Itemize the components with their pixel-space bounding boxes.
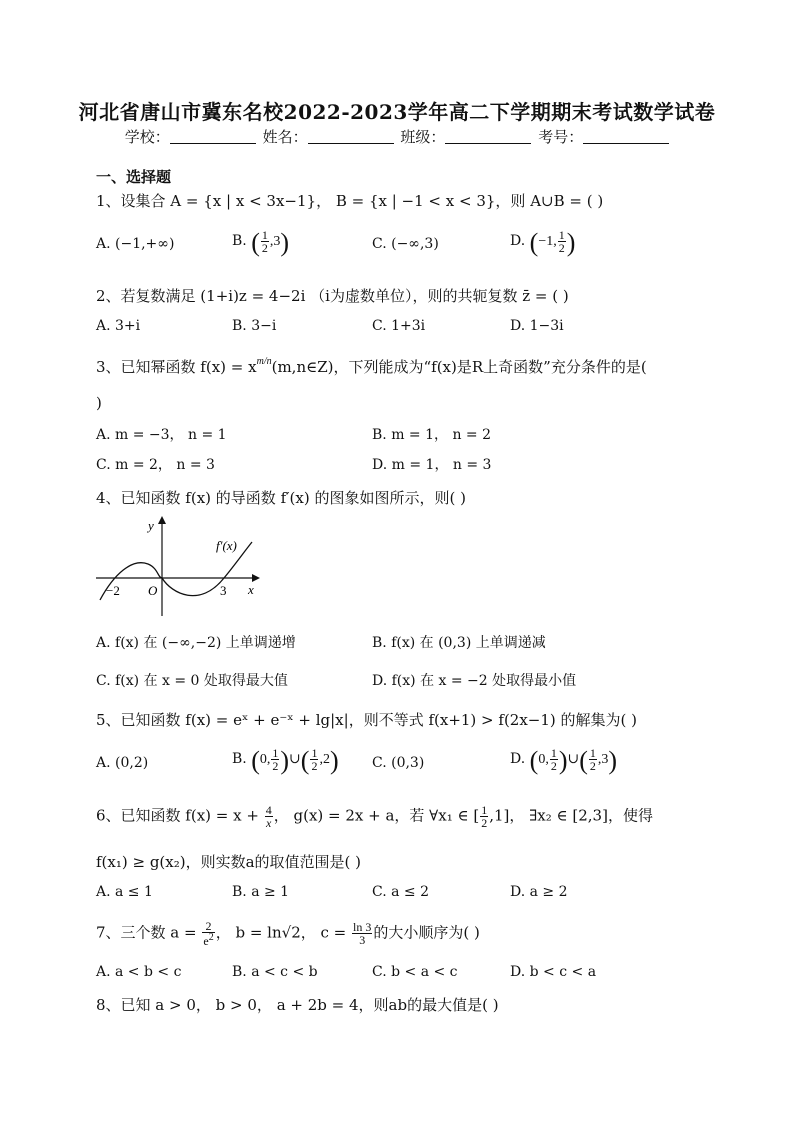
q2-option-a[interactable]: A. 3+i: [96, 318, 141, 334]
section-heading: 一、选择题: [96, 168, 172, 186]
question-3-stem: 3、已知幂函数 $f(x) = x^{m/n}(m,n\in Z)$，下列能成为“f(x)是R上奇函数”充分条件的是(: [96, 356, 647, 376]
exam-title: 河北省唐山市冀东名校2022-2023学年高二下学期期末考试数学试卷: [78, 100, 716, 124]
q6-option-a[interactable]: A. a ≤ 1: [96, 884, 153, 900]
q4-option-b[interactable]: B. f(x) 在 (0,3) 上单调递减: [372, 635, 546, 651]
y-label: y: [148, 518, 154, 533]
q7-stem-mid: ， b = ln√2， c =: [215, 923, 347, 942]
school-blank[interactable]: [170, 129, 256, 144]
question-2-stem: 2、若复数满足 (1+i)z = 4−2i （i为虚数单位），则的共轭复数 z̄ = ( ): [96, 287, 569, 305]
number-label: 考号：: [538, 128, 584, 146]
question-4-stem: 4、已知函数 f(x) 的导函数 f′(x) 的图象如图所示，则( ): [96, 489, 466, 507]
q4-option-d[interactable]: D. f(x) 在 x = −2 处取得最小值: [372, 673, 577, 689]
q2-option-b[interactable]: B. 3−i: [232, 318, 277, 334]
school-label: 学校：: [124, 128, 170, 146]
q5-option-d-label: D.: [510, 751, 526, 767]
q6-stem-post: ,1]， ∃x₂ ∈ [2,3]，使得: [489, 806, 653, 825]
question-1-stem: 1、设集合 A = {x | x < 3x−1}， B = {x | −1 < x < 3}，则 A∪B = ( ): [96, 192, 604, 210]
q4-option-c[interactable]: C. f(x) 在 x = 0 处取得最大值: [96, 673, 288, 689]
q6-option-d[interactable]: D. a ≥ 2: [510, 884, 568, 900]
name-label: 姓名：: [262, 128, 308, 146]
tick-3: 3: [220, 583, 227, 598]
q7-stem-post: 的大小顺序为( ): [373, 923, 480, 942]
q7-option-d[interactable]: D. b < c < a: [510, 964, 597, 980]
q5-option-d[interactable]: D. (0, $\frac{1}{2}$ )∪( $\frac{1}{2}$ ,3): [510, 745, 618, 775]
question-6-stem-2: f(x₁) ≥ g(x₂)，则实数a的取值范围是( ): [96, 853, 362, 871]
q5-option-a[interactable]: A. (0,2): [96, 755, 149, 771]
question-5-stem: 5、已知函数 f(x) = eˣ + e⁻ˣ + lg|x|，则不等式 f(x+1) > f(2x−1) 的解集为( ): [96, 711, 638, 729]
q2-option-c[interactable]: C. 1+3i: [372, 318, 426, 334]
question-3-stem-cont: ): [96, 394, 102, 412]
q1-option-c[interactable]: C. (−∞,3): [372, 236, 439, 252]
q1-option-b-label: B.: [232, 233, 247, 249]
q1-option-d[interactable]: D. (−1, $\frac{1}{2}$ ): [510, 227, 576, 257]
q7-stem-pre: 7、三个数 a =: [96, 923, 197, 942]
x-axis-arrow: [252, 574, 260, 582]
tick-neg2: −2: [106, 583, 120, 598]
q3-option-a[interactable]: A. m = −3， n = 1: [96, 427, 227, 443]
q6-option-c[interactable]: C. a ≤ 2: [372, 884, 429, 900]
name-blank[interactable]: [308, 129, 394, 144]
q1-option-d-label: D.: [510, 233, 526, 249]
q5-option-b[interactable]: B. (0, $\frac{1}{2}$ )∪( $\frac{1}{2}$ ,2): [232, 745, 339, 775]
q3-stem-pre: 3、已知幂函数 f(x) = x: [96, 358, 257, 376]
q2-option-d[interactable]: D. 1−3i: [510, 318, 564, 334]
q5-option-c[interactable]: C. (0,3): [372, 755, 425, 771]
q3-option-d[interactable]: D. m = 1， n = 3: [372, 457, 492, 473]
number-blank[interactable]: [583, 129, 669, 144]
q3-option-b[interactable]: B. m = 1， n = 2: [372, 427, 492, 443]
x-label: x: [248, 582, 254, 597]
q5-option-b-label: B.: [232, 751, 247, 767]
y-axis-arrow: [158, 516, 166, 524]
question-7-stem: 7、三个数 a = $\frac{2}{e^2}$ ， b = ln√2， c = $\frac{\ln 3}{3}$ 的大小顺序为( ): [96, 919, 480, 948]
origin-label: O: [148, 583, 158, 598]
q6-stem-mid: ， g(x) = 2x + a，若 ∀x₁ ∈ [: [273, 806, 480, 825]
q1-option-a[interactable]: A. (−1,+∞): [96, 236, 175, 252]
class-label: 班级：: [400, 128, 446, 146]
q6-option-b[interactable]: B. a ≥ 1: [232, 884, 290, 900]
student-info-line: [0, 126, 794, 147]
q3-stem-post: (m,n∈Z)，下列能成为“f(x)是R上奇函数”充分条件的是(: [271, 358, 647, 376]
q1-option-b[interactable]: B. ( $\frac{1}{2}$ ,3): [232, 227, 290, 257]
q6-stem-pre: 6、已知函数 f(x) = x +: [96, 806, 259, 825]
q7-option-c[interactable]: C. b < a < c: [372, 964, 458, 980]
question-8-stem: 8、已知 a > 0， b > 0， a + 2b = 4，则ab的最大值是( ): [96, 996, 499, 1014]
derivative-graph: [92, 512, 272, 622]
question-6-stem: 6、已知函数 f(x) = x + $\frac{4}{x}$ ， g(x) = 2x + a，若 ∀x₁ ∈ [ $\frac{1}{2}$ ,1]， ∃x₂ ∈ [2,3]，使得: [96, 803, 653, 830]
class-blank[interactable]: [445, 129, 531, 144]
q7-option-b[interactable]: B. a < c < b: [232, 964, 318, 980]
curve-label: f′(x): [216, 538, 237, 553]
q7-option-a[interactable]: A. a < b < c: [96, 964, 182, 980]
q3-option-c[interactable]: C. m = 2， n = 3: [96, 457, 215, 473]
q4-option-a[interactable]: A. f(x) 在 (−∞,−2) 上单调递增: [96, 635, 296, 651]
